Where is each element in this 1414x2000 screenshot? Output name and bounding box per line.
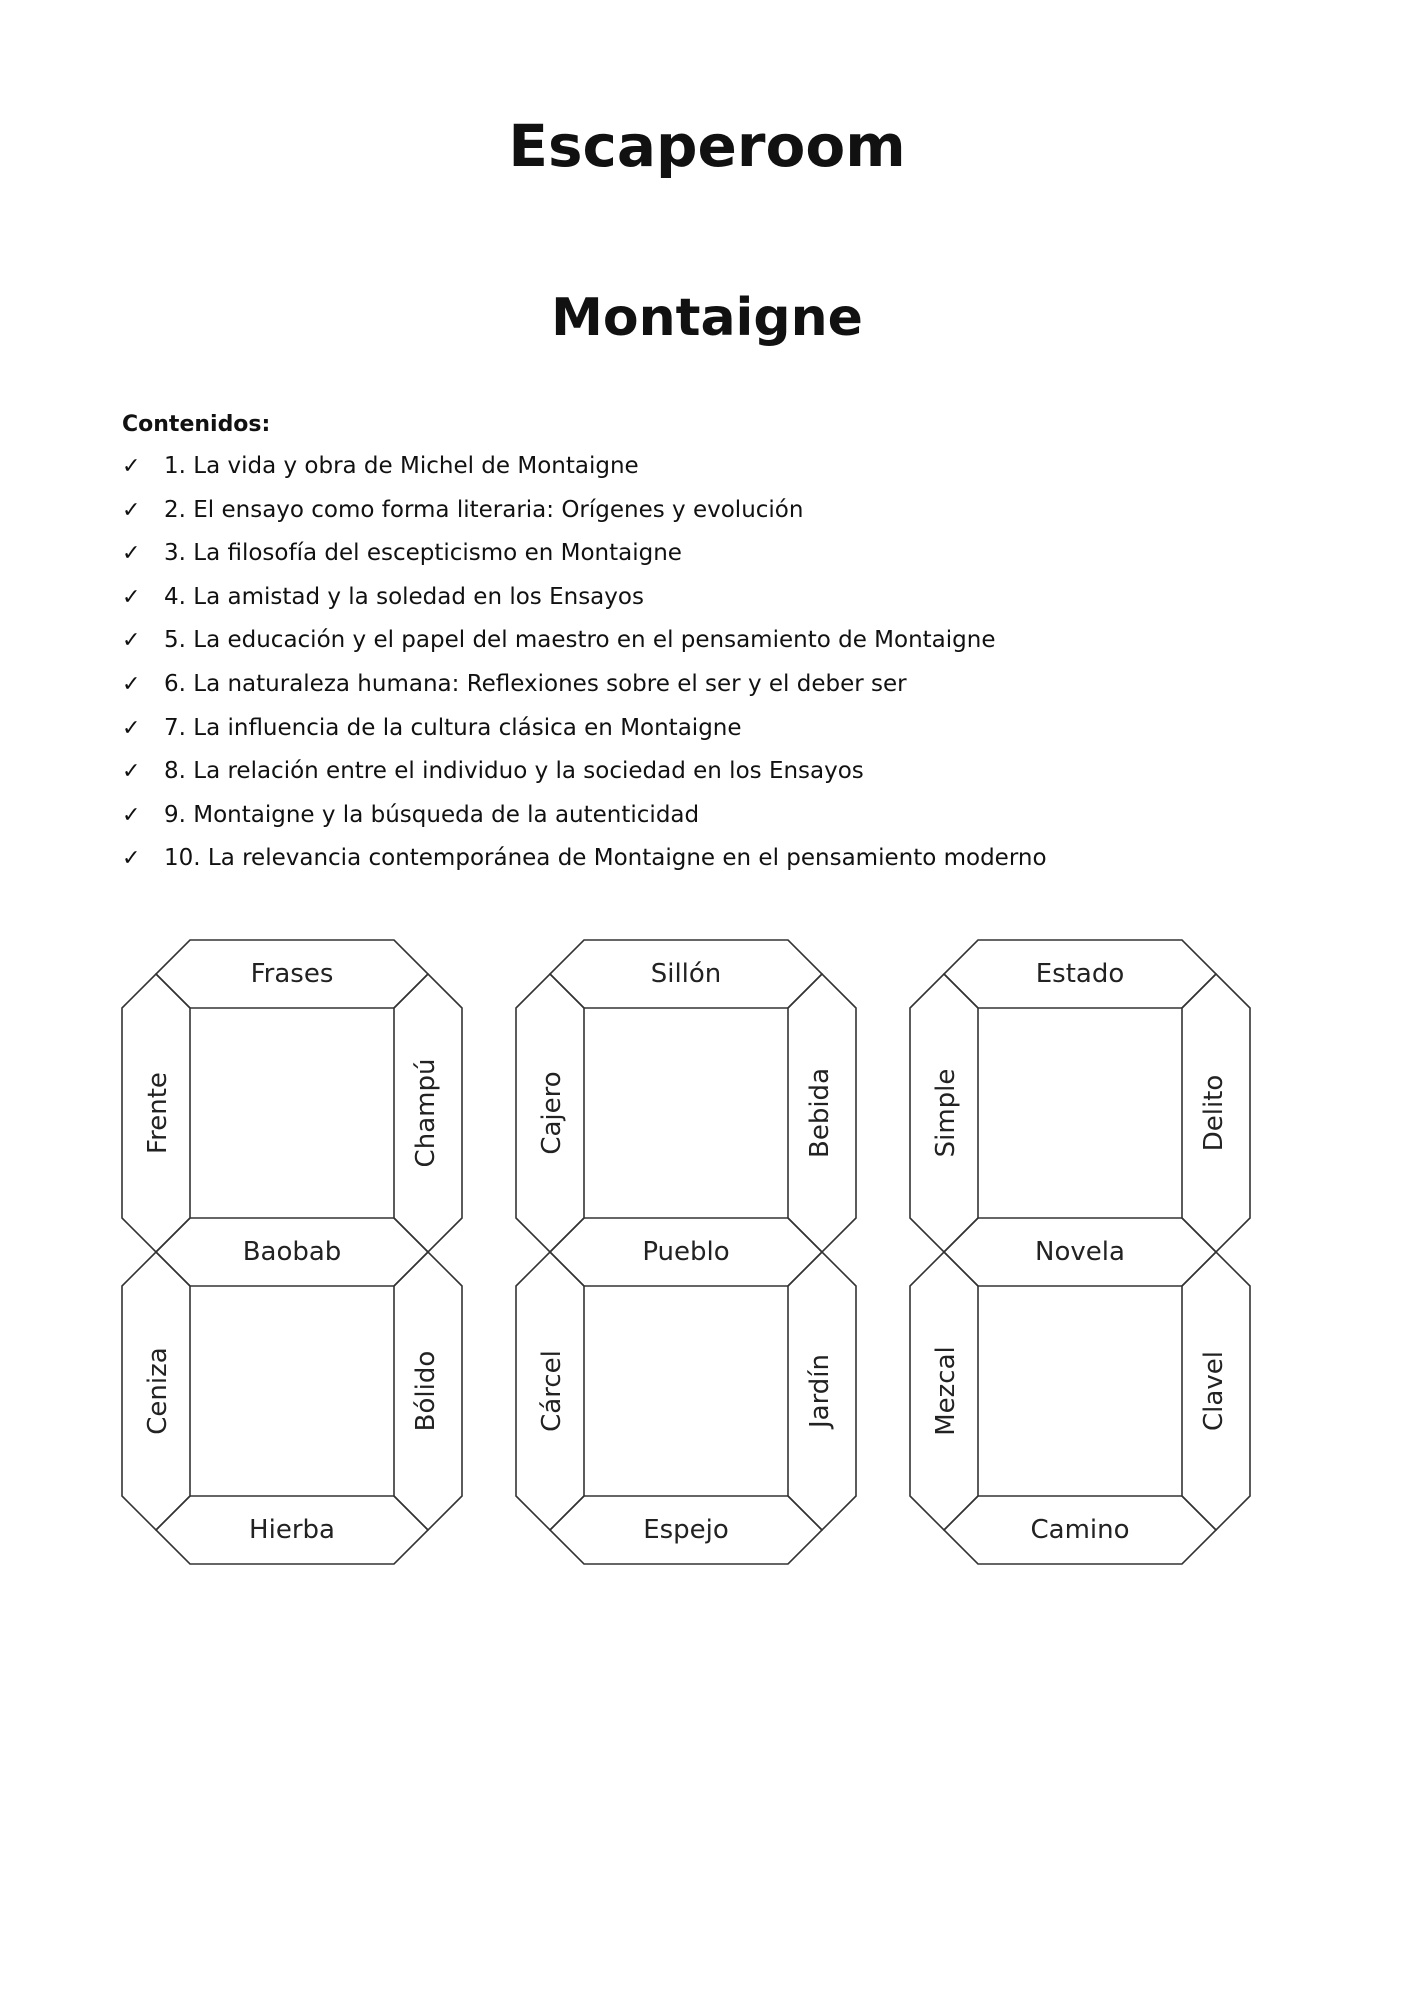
list-item-text: 10. La relevancia contemporánea de Montaigne en el pensamiento moderno [164, 845, 1047, 872]
digit-1-label-bottom-left: Ceniza [143, 1347, 173, 1435]
digit-1-label-top: Frases [250, 959, 334, 989]
check-icon: ✓ [122, 454, 141, 479]
digit-1-label-bottom: Hierba [249, 1515, 335, 1545]
contents-heading: Contenidos: [122, 412, 271, 437]
page-subtitle: Montaigne [551, 288, 863, 348]
check-icon: ✓ [122, 715, 141, 741]
digit-2-label-top: Sillón [650, 959, 722, 989]
list-item-text: 7. La influencia de la cultura clásica en Montaigne [164, 714, 742, 741]
digit-3-label-bottom-left: Mezcal [931, 1346, 961, 1436]
check-icon: ✓ [122, 541, 141, 567]
check-icon: ✓ [122, 846, 141, 872]
digit-3-label-bottom: Camino [1030, 1515, 1130, 1545]
page-title: Escaperoom [508, 112, 906, 180]
digit-2-label-bottom: Espejo [643, 1515, 729, 1545]
digit-1-label-bottom-right: Bólido [411, 1350, 441, 1432]
digit-3-label-top-left: Simple [931, 1068, 961, 1158]
check-icon: ✓ [122, 802, 141, 828]
list-item-text: 2. El ensayo como forma literaria: Orígenes y evolución [164, 496, 804, 523]
digit-2-label-bottom-right: Jardín [805, 1353, 835, 1429]
digit-1-label-top-left: Frente [143, 1072, 173, 1154]
digit-3-label-top-right: Delito [1199, 1074, 1229, 1152]
digit-2-label-bottom-left: Cárcel [537, 1350, 567, 1432]
check-icon: ✓ [122, 628, 141, 654]
list-item-text: 6. La naturaleza humana: Reflexiones sobre el ser y el deber ser [164, 670, 907, 697]
digit-2-label-top-right: Bebida [805, 1068, 835, 1158]
check-icon: ✓ [122, 497, 141, 523]
digit-1-label-middle: Baobab [242, 1237, 342, 1267]
digit-2-label-top-left: Cajero [537, 1071, 567, 1155]
digit-3-label-bottom-right: Clavel [1199, 1351, 1229, 1431]
digit-3-label-middle: Novela [1035, 1237, 1125, 1267]
list-item-text: 1. La vida y obra de Michel de Montaigne [164, 453, 639, 479]
digit-1-label-top-right: Champú [411, 1058, 441, 1168]
check-icon: ✓ [122, 584, 141, 610]
digit-3-label-top: Estado [1035, 959, 1125, 989]
list-item-text: 8. La relación entre el individuo y la sociedad en los Ensayos [164, 758, 864, 785]
list-item-text: 4. La amistad y la soledad en los Ensayos [164, 583, 644, 610]
check-icon: ✓ [122, 759, 141, 785]
list-item-text: 3. La filosofía del escepticismo en Montaigne [164, 540, 682, 567]
digit-2-label-middle: Pueblo [642, 1237, 730, 1267]
check-icon: ✓ [122, 671, 141, 697]
list-item-text: 5. La educación y el papel del maestro en el pensamiento de Montaigne [164, 627, 996, 654]
list-item-text: 9. Montaigne y la búsqueda de la autenticidad [164, 801, 700, 828]
